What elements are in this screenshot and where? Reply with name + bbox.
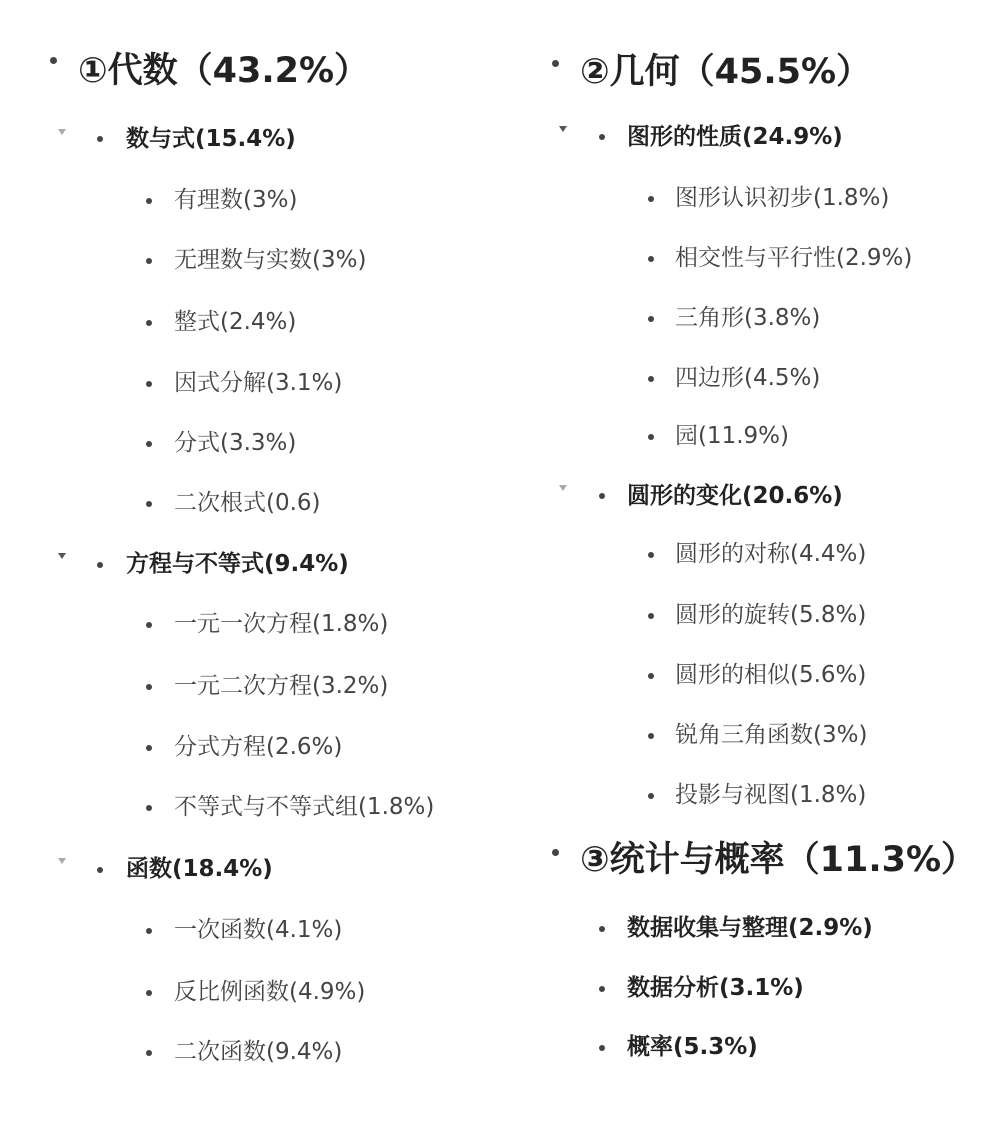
list-item: 因式分解(3.1%) [174,370,343,396]
bullet-icon [552,849,559,856]
bullet-icon [648,613,654,619]
bullet-icon [146,928,152,934]
list-item: 二次根式(0.6) [174,490,321,516]
list-item: 分式(3.3%) [174,430,297,456]
list-item: 一次函数(4.1%) [174,917,343,943]
bullet-icon [599,134,605,140]
bullet-icon [648,552,654,558]
list-item: 分式方程(2.6%) [174,734,343,760]
geometry-section-transformations: 圆形的变化(20.6%) [627,483,843,509]
bullet-icon [146,320,152,326]
bullet-icon [97,562,103,568]
bullet-icon [146,441,152,447]
list-item: 圆形的旋转(5.8%) [675,602,867,628]
bullet-icon [648,196,654,202]
bullet-icon [146,622,152,628]
bullet-icon [146,745,152,751]
bullet-icon [146,684,152,690]
list-item: 四边形(4.5%) [675,365,821,391]
geometry-title: ②几何（45.5%） [580,52,872,92]
list-item: 锐角三角函数(3%) [675,722,868,748]
collapse-arrow-icon[interactable] [559,485,567,491]
list-item: 无理数与实数(3%) [174,247,367,273]
bullet-icon [599,1045,605,1051]
algebra-section-functions: 函数(18.4%) [126,856,273,882]
bullet-icon [146,1050,152,1056]
bullet-icon [599,493,605,499]
bullet-icon [97,136,103,142]
statistics-item-data-collection: 数据收集与整理(2.9%) [627,915,873,941]
algebra-section-number-expression: 数与式(15.4%) [126,126,296,152]
list-item: 相交性与平行性(2.9%) [675,245,913,271]
collapse-arrow-icon[interactable] [559,126,567,132]
collapse-arrow-icon[interactable] [58,553,66,559]
list-item: 整式(2.4%) [174,309,297,335]
list-item: 一元二次方程(3.2%) [174,673,389,699]
list-item: 一元一次方程(1.8%) [174,611,389,637]
statistics-item-probability: 概率(5.3%) [627,1034,758,1060]
list-item: 圆形的相似(5.6%) [675,662,867,688]
bullet-icon [648,733,654,739]
bullet-icon [648,316,654,322]
bullet-icon [146,990,152,996]
bullet-icon [146,258,152,264]
list-item: 二次函数(9.4%) [174,1039,343,1065]
list-item: 反比例函数(4.9%) [174,979,366,1005]
bullet-icon [97,867,103,873]
bullet-icon [599,926,605,932]
bullet-icon [648,673,654,679]
list-item: 圆形的对称(4.4%) [675,541,867,567]
bullet-icon [648,256,654,262]
bullet-icon [146,381,152,387]
bullet-icon [648,376,654,382]
collapse-arrow-icon[interactable] [58,858,66,864]
bullet-icon [146,501,152,507]
bullet-icon [552,60,559,67]
algebra-title: ①代数（43.2%） [78,51,370,91]
bullet-icon [50,57,57,64]
list-item: 不等式与不等式组(1.8%) [174,794,435,820]
algebra-section-equations-inequalities: 方程与不等式(9.4%) [126,551,349,577]
list-item: 有理数(3%) [174,187,298,213]
bullet-icon [146,805,152,811]
bullet-icon [648,793,654,799]
list-item: 三角形(3.8%) [675,305,821,331]
statistics-title: ③统计与概率（11.3%） [580,840,977,880]
bullet-icon [599,986,605,992]
bullet-icon [648,434,654,440]
bullet-icon [146,198,152,204]
list-item: 园(11.9%) [675,423,790,449]
geometry-section-properties: 图形的性质(24.9%) [627,124,843,150]
collapse-arrow-icon[interactable] [58,129,66,135]
list-item: 投影与视图(1.8%) [675,782,867,808]
statistics-item-data-analysis: 数据分析(3.1%) [627,975,804,1001]
list-item: 图形认识初步(1.8%) [675,185,890,211]
